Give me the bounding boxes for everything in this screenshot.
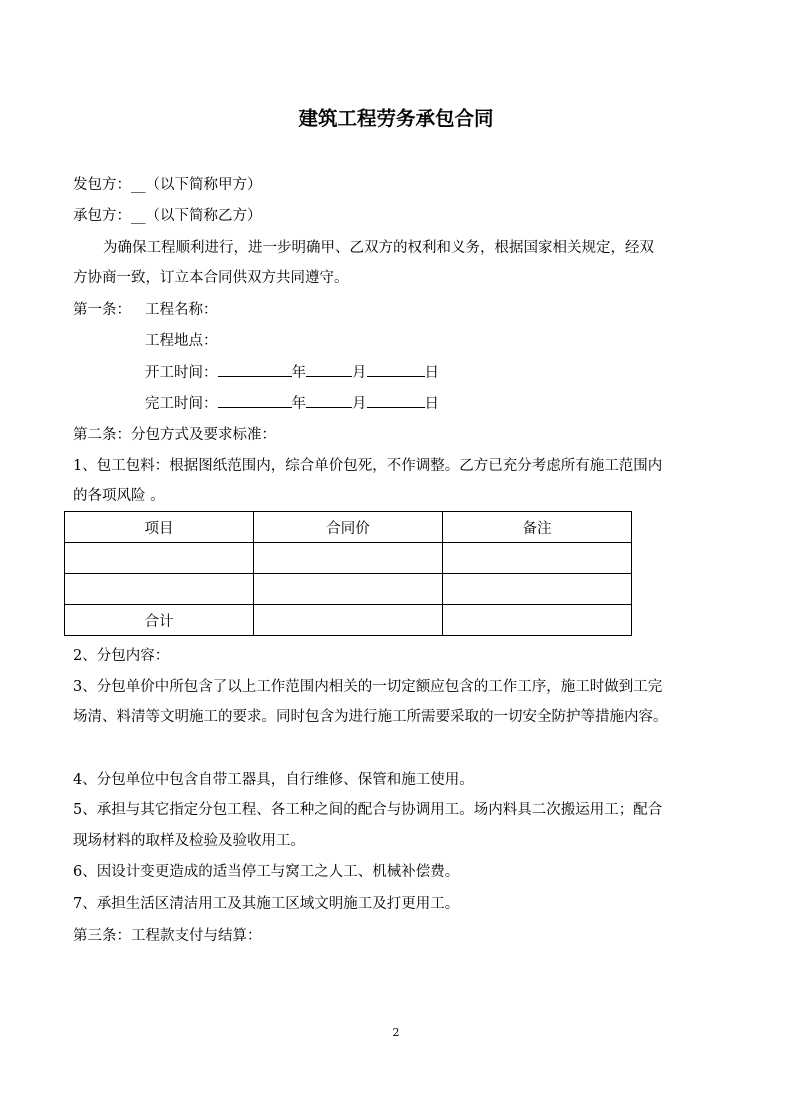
fee-table	[64, 511, 632, 636]
item1-line-1: 1、包工包料：根据图纸范围内，综合单价包死，不作调整。乙方已充分考虑所有施工范围内	[73, 458, 663, 474]
preamble-line-2: 方协商一致，订立本合同供双方共同遵守。	[73, 270, 349, 286]
end-date-label: 完工时间：	[145, 396, 218, 412]
article2-heading: 第二条：分包方式及要求标准：	[73, 427, 276, 443]
end-year-blank	[218, 393, 292, 408]
contract-title: 建筑工程劳务承包合同	[298, 107, 494, 130]
day-unit: 日	[424, 396, 439, 412]
item5-line-2: 现场材料的取样及检验及验收用工。	[73, 833, 305, 849]
item2-line: 2、分包内容：	[73, 648, 170, 664]
start-date-line	[145, 362, 439, 382]
month-unit: 月	[352, 396, 367, 412]
start-day-blank	[367, 362, 425, 377]
table-cell	[443, 574, 632, 605]
table-cell	[254, 605, 443, 636]
employer-line: 发包方：__（以下简称甲方）	[73, 177, 262, 193]
item3-line-2: 场清、料清等文明施工的要求。同时包含为进行施工所需要采取的一切安全防护等措施内容。	[73, 709, 668, 725]
item7-line: 7、承担生活区清洁用工及其施工区域文明施工及打更用工。	[73, 896, 460, 912]
item4-line: 4、分包单位中包含自带工器具，自行维修、保管和施工使用。	[73, 772, 474, 788]
year-unit: 年	[291, 396, 306, 412]
start-date-label: 开工时间：	[145, 365, 218, 381]
table-total-row	[65, 605, 632, 636]
end-day-blank	[367, 393, 425, 408]
table-cell	[65, 543, 254, 574]
page-number: 2	[392, 1026, 400, 1039]
table-row	[65, 574, 632, 605]
table-cell	[443, 543, 632, 574]
article3-heading: 第三条：工程款支付与结算：	[73, 928, 262, 944]
table-cell	[254, 543, 443, 574]
contractor-line: 承包方：__（以下简称乙方）	[73, 208, 262, 224]
table-cell	[254, 574, 443, 605]
item1-line-2: 的各项风险 。	[73, 488, 165, 504]
end-date-line	[145, 393, 439, 413]
table-header-cell: 合同价	[254, 512, 443, 543]
day-unit: 日	[424, 365, 439, 381]
table-row	[65, 543, 632, 574]
item6-line: 6、因设计变更造成的适当停工与窝工之人工、机械补偿费。	[73, 864, 460, 880]
article1-heading: 第一条：	[73, 302, 131, 318]
item5-line-1: 5、承担与其它指定分包工程、各工种之间的配合与协调用工。场内料具二次搬运用工；配合	[73, 802, 663, 818]
start-month-blank	[306, 362, 352, 377]
table-header-cell: 项目	[65, 512, 254, 543]
total-label-cell: 合计	[65, 605, 254, 636]
table-cell	[443, 605, 632, 636]
project-name-label: 工程名称：	[145, 302, 218, 318]
table-cell	[65, 574, 254, 605]
preamble-line-1: 为确保工程顺利进行，进一步明确甲、乙双方的权利和义务，根据国家相关规定，经双	[103, 240, 654, 256]
project-location-label: 工程地点：	[145, 333, 218, 349]
year-unit: 年	[291, 365, 306, 381]
table-header-row	[65, 512, 632, 543]
month-unit: 月	[352, 365, 367, 381]
item3-line-1: 3、分包单价中所包含了以上工作范围内相关的一切定额应包含的工作工序，施工时做到工完	[73, 679, 663, 695]
table-header-cell: 备注	[443, 512, 632, 543]
start-year-blank	[218, 362, 292, 377]
end-month-blank	[306, 393, 352, 408]
